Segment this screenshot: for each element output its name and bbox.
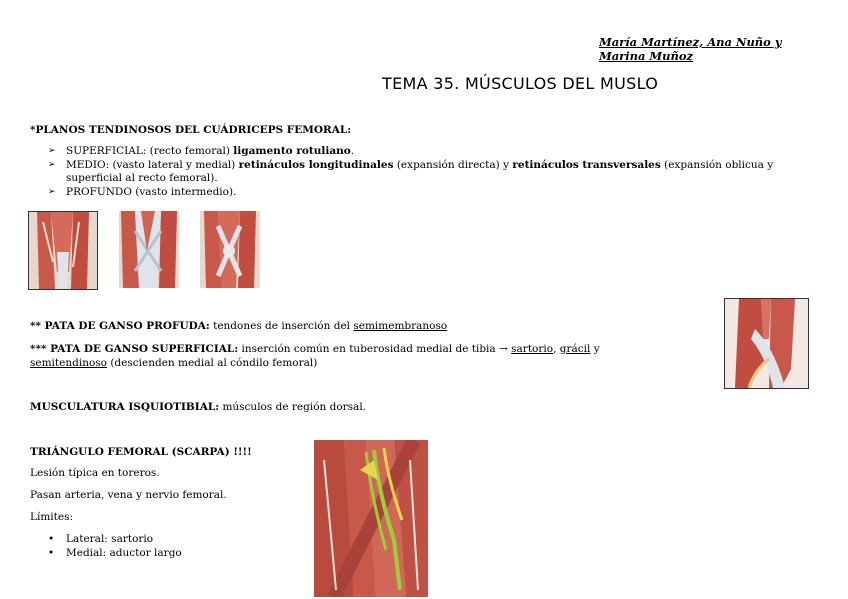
- triangulo-line-3: Límites:: [30, 511, 74, 523]
- authors-line-2: Marina Muñoz: [599, 49, 694, 63]
- section-heading-triangulo: TRIÁNGULO FEMORAL (SCARPA) !!!!: [30, 446, 252, 458]
- list-item: ➢ SUPERFICIAL: (recto femoral) ligamento rotuliano.: [48, 145, 355, 157]
- authors-line-1: María Martínez, Ana Nuño y: [599, 35, 782, 49]
- triangulo-line-1: Lesión típica en toreros.: [30, 467, 160, 479]
- authors: [599, 35, 799, 63]
- bullet-dot-icon: •: [48, 533, 55, 545]
- quadriceps-profundo-image: [200, 211, 260, 288]
- gracil-link: grácil: [559, 343, 591, 355]
- triangulo-line-2: Pasan arteria, vena y nervio femoral.: [30, 489, 227, 501]
- femoral-triangle-image: [314, 440, 428, 597]
- list-item-continuation: superficial al recto femoral).: [66, 172, 218, 184]
- pes-anserinus-image: [724, 298, 809, 389]
- list-item: • Medial: aductor largo: [48, 546, 182, 559]
- semitendinoso-link: semitendinoso: [30, 356, 107, 369]
- limits-list: [48, 533, 182, 560]
- arrowhead-bullet-icon: ➢: [48, 146, 56, 156]
- pata-ganso-superficial: *** PATA DE GANSO SUPERFICIAL: inserción común en tuberosidad medial de tibia → sartorio, grácil y semitendinoso (descienden medial al cóndilo femoral): [30, 343, 600, 369]
- quadriceps-medio-image: [119, 211, 179, 288]
- arrowhead-bullet-icon: ➢: [48, 186, 56, 197]
- page-title: TEMA 35. MÚSCULOS DEL MUSLO: [382, 74, 659, 93]
- semimembranoso-link: semimembranoso: [353, 320, 448, 332]
- arrow-right-icon: →: [499, 343, 508, 355]
- musculatura-isquiotibial: MUSCULATURA ISQUIOTIBIAL: músculos de región dorsal.: [30, 401, 367, 413]
- list-item: ➢ MEDIO: (vasto lateral y medial) retináculos longitudinales (expansión directa) y retináculos transversales (expansión oblicua y: [48, 158, 774, 171]
- quadriceps-superficial-image: [28, 211, 98, 290]
- list-item: ➢ PROFUNDO (vasto intermedio).: [48, 185, 237, 198]
- sartorio-link: sartorio: [511, 343, 554, 355]
- bullet-dot-icon: •: [48, 546, 55, 559]
- list-item: • Lateral: sartorio: [48, 533, 154, 545]
- arrowhead-bullet-icon: ➢: [48, 159, 56, 170]
- section-heading-planos: *PLANOS TENDINOSOS DEL CUÁDRICEPS FEMORAL:: [30, 124, 352, 136]
- planos-list: [48, 145, 826, 199]
- pata-ganso-profunda: ** PATA DE GANSO PROFUDA: tendones de inserción del semimembranoso: [30, 320, 448, 332]
